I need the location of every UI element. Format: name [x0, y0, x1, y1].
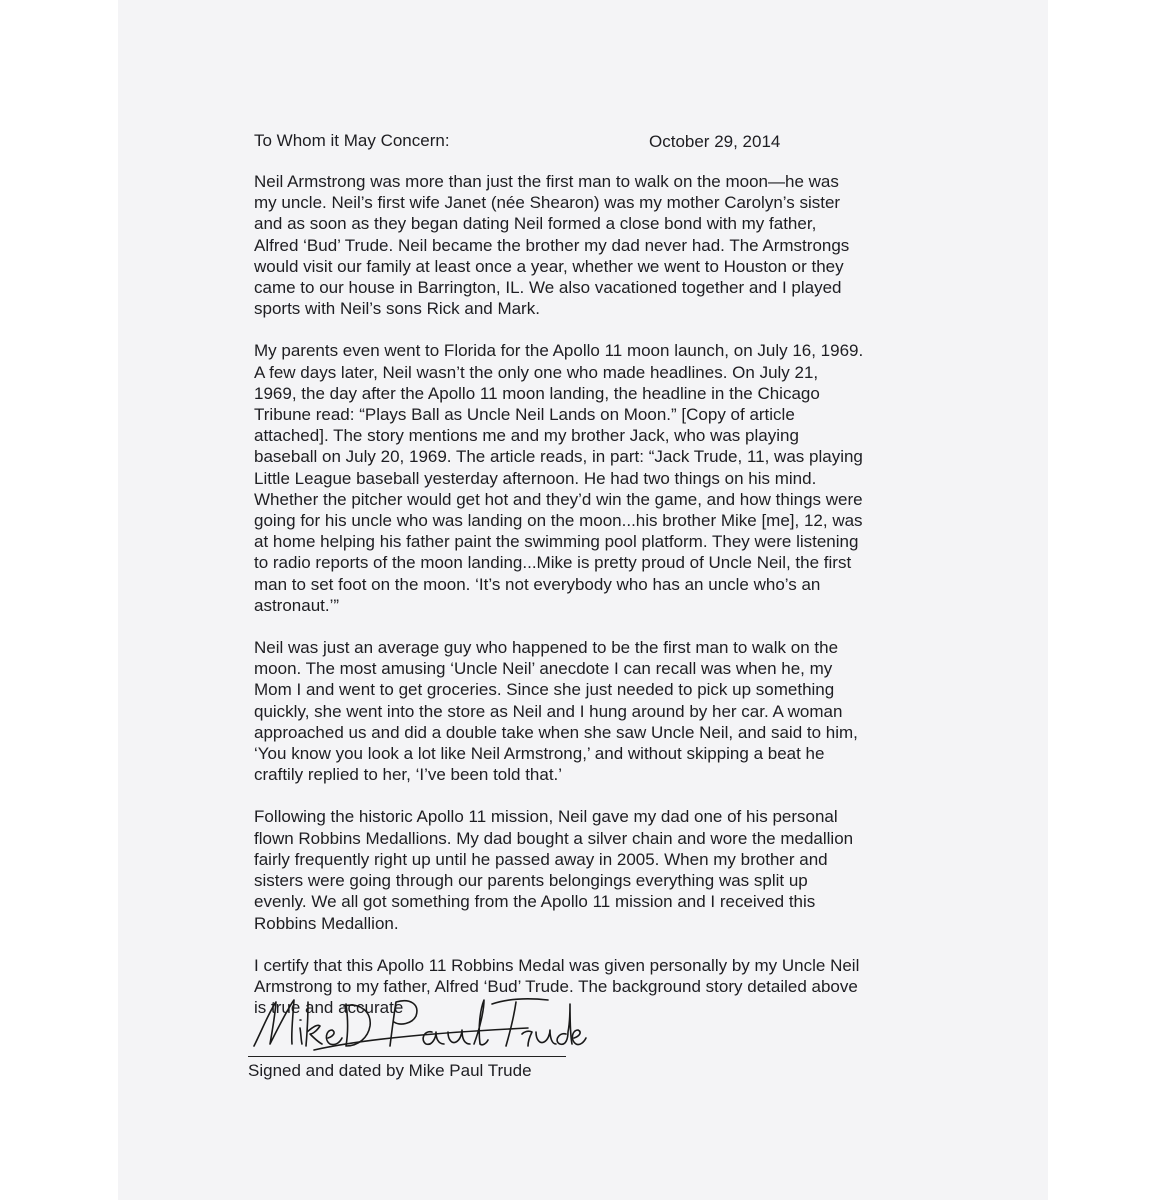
paragraph-certification: I certify that this Apollo 11 Robbins Medal was given personally by my Uncle Neil Armstrong to my father, Alfred ‘Bud’ Trude. The background story detailed above is true and accurate [254, 955, 860, 1018]
paragraph-apollo-headline: My parents even went to Florida for the Apollo 11 moon launch, on July 16, 1969. A few days later, Neil wasn’t the only one who made headlines. On July 21, 1969, the day after the Apollo 11 moon landing, the headline in the Chicago Tribune read: “Plays Ball as Uncle Neil Lands on Moon.” [Copy of article attached]. The story mentions me and my brother Jack, who was playing baseball on July 20, 1969. The article reads, in part: “Jack Trude, 11, was playing Little League baseball yesterday afternoon. He had two things on his mind. Whether the pitcher would get hot and they’d win the game, and how things were going for his uncle who was landing on the moon...his brother Mike [me], 12, was at home helping his father paint the swimming pool platform. They were listening to radio reports of the moon landing...Mike is pretty proud of Uncle Neil, the first man to set foot on the moon. ‘It’s not everybody who has an uncle who’s an astronaut.’” [254, 341, 864, 615]
paragraph-medallion: Following the historic Apollo 11 mission, Neil gave my dad one of his personal flown Robbins Medallions. My dad bought a silver chain and wore the medallion fairly frequently right up until he passed away in 2005. When my brother and sisters were going through our parents belongings everything was split up evenly. We all got something from the Apollo 11 mission and I received this Robbins Medallion. [254, 807, 854, 933]
signature-caption: Signed and dated by Mike Paul Trude [248, 1061, 532, 1081]
signature-block [248, 1018, 934, 1108]
paragraph-family-bond: Neil Armstrong was more than just the first man to walk on the moon—he was my uncle. Neil’s first wife Janet (née Shearon) was my mother Carolyn’s sister and as soon as they began dating Neil formed a close bond with my father, Alfred ‘Bud’ Trude. Neil became the brother my dad never had. The Armstrongs would visit our family at least once a year, whether we went to Houston or they came to our house in Barrington, IL. We also vacationed together and I played sports with Neil’s sons Rick and Mark. [254, 172, 850, 319]
letter-body [248, 128, 934, 1108]
letter-header [254, 128, 934, 150]
signature-line [248, 1056, 566, 1057]
paragraph-anecdote: Neil was just an average guy who happened to be the first man to walk on the moon. The most amusing ‘Uncle Neil’ anecdote I can recall was when he, my Mom I and went to get groceries. Since she just needed to pick up something quickly, she went into the store as Neil and I hung around by her car. A woman approached us and did a double take when she saw Uncle Neil, and said to him, ‘You know you look a lot like Neil Armstrong,’ and without skipping a beat he craftily replied to her, ‘I’ve been told that.’ [254, 638, 858, 785]
letter-date: October 29, 2014 [649, 132, 781, 151]
handwritten-signature [248, 988, 588, 1058]
salutation: To Whom it May Concern: [254, 131, 450, 150]
